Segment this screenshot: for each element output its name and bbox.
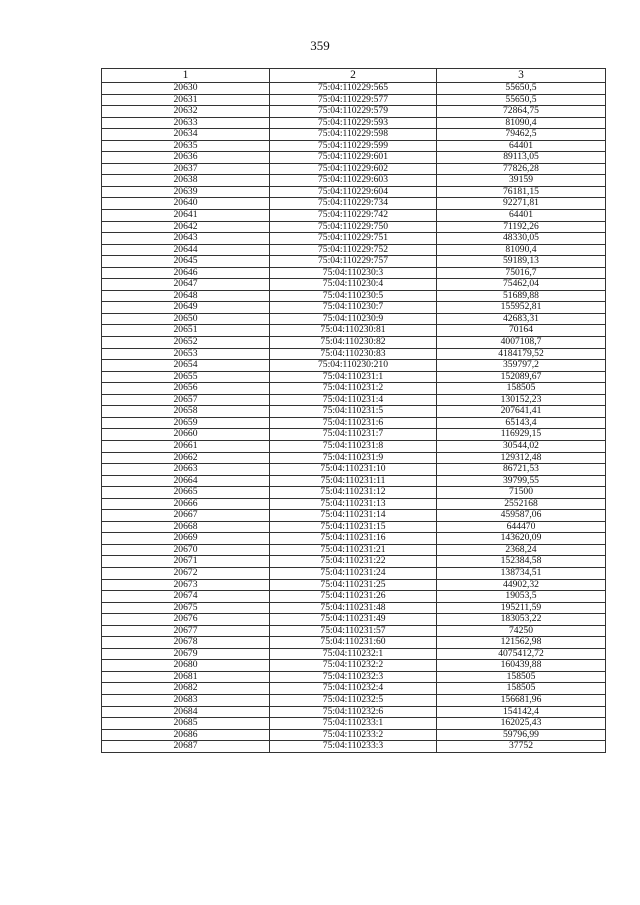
cadastral-number-cell: 75:04:110230:210 [270,360,437,372]
table-row [102,337,606,349]
cadastral-number-cell: 75:04:110232:3 [270,671,437,683]
value-cell: 195211,59 [437,602,606,614]
value-cell: 129312,48 [437,452,606,464]
row-number-cell: 20664 [102,475,270,487]
row-number-cell: 20658 [102,406,270,418]
data-table-container [101,68,605,753]
table-row [102,348,606,360]
row-number-cell: 20670 [102,544,270,556]
row-number-cell: 20663 [102,464,270,476]
value-cell: 130152,23 [437,394,606,406]
cadastral-number-cell: 75:04:110229:601 [270,152,437,164]
row-number-cell: 20643 [102,233,270,245]
value-cell: 75462,04 [437,279,606,291]
row-number-cell: 20630 [102,83,270,95]
value-cell: 39799,55 [437,475,606,487]
row-number-cell: 20683 [102,694,270,706]
table-row [102,83,606,95]
table-row [102,302,606,314]
row-number-cell: 20657 [102,394,270,406]
column-header-2: 2 [270,69,437,83]
row-number-cell: 20637 [102,163,270,175]
table-row [102,660,606,672]
table-row [102,475,606,487]
table-row [102,175,606,187]
table-row [102,579,606,591]
cadastral-number-cell: 75:04:110229:604 [270,186,437,198]
row-number-cell: 20659 [102,417,270,429]
row-number-cell: 20671 [102,556,270,568]
table-row [102,544,606,556]
cadastral-number-cell: 75:04:110231:60 [270,637,437,649]
table-row [102,683,606,695]
row-number-cell: 20632 [102,106,270,118]
value-cell: 59796,99 [437,729,606,741]
row-number-cell: 20673 [102,579,270,591]
cadastral-number-cell: 75:04:110229:751 [270,233,437,245]
row-number-cell: 20640 [102,198,270,210]
value-cell: 183053,22 [437,614,606,626]
table-row [102,625,606,637]
value-cell: 79462,5 [437,129,606,141]
value-cell: 155952,81 [437,302,606,314]
row-number-cell: 20655 [102,371,270,383]
cadastral-number-cell: 75:04:110231:25 [270,579,437,591]
value-cell: 86721,53 [437,464,606,476]
row-number-cell: 20660 [102,429,270,441]
table-row [102,152,606,164]
value-cell: 65143,4 [437,417,606,429]
table-row [102,394,606,406]
cadastral-number-cell: 75:04:110231:11 [270,475,437,487]
value-cell: 74250 [437,625,606,637]
row-number-cell: 20644 [102,244,270,256]
row-number-cell: 20678 [102,637,270,649]
cadastral-number-cell: 75:04:110231:5 [270,406,437,418]
value-cell: 77826,28 [437,163,606,175]
cadastral-number-cell: 75:04:110231:21 [270,544,437,556]
row-number-cell: 20677 [102,625,270,637]
value-cell: 64401 [437,210,606,222]
cadastral-number-cell: 75:04:110231:22 [270,556,437,568]
cadastral-number-cell: 75:04:110231:10 [270,464,437,476]
table-row [102,290,606,302]
header-row [102,69,606,83]
cadastral-number-cell: 75:04:110232:2 [270,660,437,672]
cadastral-number-cell: 75:04:110230:83 [270,348,437,360]
value-cell: 158505 [437,671,606,683]
data-table [101,68,606,753]
value-cell: 72864,75 [437,106,606,118]
row-number-cell: 20638 [102,175,270,187]
table-row [102,417,606,429]
row-number-cell: 20648 [102,290,270,302]
value-cell: 81090,4 [437,244,606,256]
table-row [102,452,606,464]
value-cell: 116929,15 [437,429,606,441]
row-number-cell: 20646 [102,267,270,279]
value-cell: 44902,32 [437,579,606,591]
cadastral-number-cell: 75:04:110231:6 [270,417,437,429]
row-number-cell: 20669 [102,533,270,545]
row-number-cell: 20680 [102,660,270,672]
row-number-cell: 20649 [102,302,270,314]
row-number-cell: 20654 [102,360,270,372]
cadastral-number-cell: 75:04:110231:14 [270,510,437,522]
table-row [102,267,606,279]
value-cell: 162025,43 [437,718,606,730]
cadastral-number-cell: 75:04:110233:2 [270,729,437,741]
table-row [102,106,606,118]
cadastral-number-cell: 75:04:110229:579 [270,106,437,118]
row-number-cell: 20675 [102,602,270,614]
table-row [102,198,606,210]
value-cell: 143620,09 [437,533,606,545]
value-cell: 71500 [437,487,606,499]
value-cell: 4007108,7 [437,337,606,349]
value-cell: 64401 [437,140,606,152]
row-number-cell: 20674 [102,591,270,603]
table-row [102,741,606,753]
value-cell: 71192,26 [437,221,606,233]
value-cell: 2368,24 [437,544,606,556]
table-body [102,83,606,753]
row-number-cell: 20676 [102,614,270,626]
value-cell: 48330,05 [437,233,606,245]
row-number-cell: 20653 [102,348,270,360]
table-row [102,602,606,614]
row-number-cell: 20639 [102,186,270,198]
table-row [102,637,606,649]
row-number-cell: 20635 [102,140,270,152]
cadastral-number-cell: 75:04:110229:599 [270,140,437,152]
table-row [102,567,606,579]
row-number-cell: 20672 [102,567,270,579]
row-number-cell: 20641 [102,210,270,222]
cadastral-number-cell: 75:04:110230:81 [270,325,437,337]
table-row [102,186,606,198]
row-number-cell: 20685 [102,718,270,730]
row-number-cell: 20634 [102,129,270,141]
value-cell: 154142,4 [437,706,606,718]
table-row [102,210,606,222]
table-row [102,464,606,476]
cadastral-number-cell: 75:04:110229:757 [270,256,437,268]
cadastral-number-cell: 75:04:110231:1 [270,371,437,383]
column-header-3: 3 [437,69,606,83]
cadastral-number-cell: 75:04:110232:4 [270,683,437,695]
value-cell: 138734,51 [437,567,606,579]
value-cell: 160439,88 [437,660,606,672]
row-number-cell: 20667 [102,510,270,522]
row-number-cell: 20647 [102,279,270,291]
cadastral-number-cell: 75:04:110231:7 [270,429,437,441]
value-cell: 92271,81 [437,198,606,210]
cadastral-number-cell: 75:04:110230:3 [270,267,437,279]
value-cell: 156681,96 [437,694,606,706]
page-number: 359 [310,38,330,53]
row-number-cell: 20662 [102,452,270,464]
table-row [102,163,606,175]
table-row [102,648,606,660]
table-row [102,614,606,626]
row-number-cell: 20650 [102,313,270,325]
table-row [102,233,606,245]
value-cell: 42683,31 [437,313,606,325]
value-cell: 75016,7 [437,267,606,279]
cadastral-number-cell: 75:04:110231:13 [270,498,437,510]
table-row [102,487,606,499]
cadastral-number-cell: 75:04:110232:1 [270,648,437,660]
column-header-1: 1 [102,69,270,83]
row-number-cell: 20661 [102,440,270,452]
value-cell: 70164 [437,325,606,337]
row-number-cell: 20642 [102,221,270,233]
table-row [102,221,606,233]
cadastral-number-cell: 75:04:110233:1 [270,718,437,730]
cadastral-number-cell: 75:04:110231:4 [270,394,437,406]
value-cell: 89113,05 [437,152,606,164]
value-cell: 2552168 [437,498,606,510]
cadastral-number-cell: 75:04:110232:5 [270,694,437,706]
table-row [102,244,606,256]
table-row [102,429,606,441]
value-cell: 30544,02 [437,440,606,452]
table-row [102,440,606,452]
cadastral-number-cell: 75:04:110230:5 [270,290,437,302]
value-cell: 158505 [437,683,606,695]
cadastral-number-cell: 75:04:110231:24 [270,567,437,579]
value-cell: 37752 [437,741,606,753]
table-row [102,360,606,372]
cadastral-number-cell: 75:04:110229:598 [270,129,437,141]
table-row [102,140,606,152]
table-row [102,498,606,510]
value-cell: 39159 [437,175,606,187]
table-row [102,533,606,545]
value-cell: 152089,67 [437,371,606,383]
cadastral-number-cell: 75:04:110229:734 [270,198,437,210]
cadastral-number-cell: 75:04:110229:593 [270,117,437,129]
cadastral-number-cell: 75:04:110229:752 [270,244,437,256]
cadastral-number-cell: 75:04:110231:26 [270,591,437,603]
row-number-cell: 20656 [102,383,270,395]
row-number-cell: 20679 [102,648,270,660]
cadastral-number-cell: 75:04:110231:48 [270,602,437,614]
value-cell: 55650,5 [437,83,606,95]
value-cell: 459587,06 [437,510,606,522]
table-row [102,556,606,568]
value-cell: 55650,5 [437,94,606,106]
row-number-cell: 20668 [102,521,270,533]
row-number-cell: 20633 [102,117,270,129]
table-row [102,256,606,268]
value-cell: 4075412,72 [437,648,606,660]
cadastral-number-cell: 75:04:110229:603 [270,175,437,187]
table-row [102,521,606,533]
cadastral-number-cell: 75:04:110231:15 [270,521,437,533]
table-row [102,279,606,291]
row-number-cell: 20686 [102,729,270,741]
cadastral-number-cell: 75:04:110231:16 [270,533,437,545]
cadastral-number-cell: 75:04:110233:3 [270,741,437,753]
row-number-cell: 20631 [102,94,270,106]
cadastral-number-cell: 75:04:110230:9 [270,313,437,325]
table-row [102,313,606,325]
value-cell: 158505 [437,383,606,395]
table-row [102,729,606,741]
value-cell: 81090,4 [437,117,606,129]
table-row [102,706,606,718]
table-row [102,718,606,730]
value-cell: 4184179,52 [437,348,606,360]
table-row [102,671,606,683]
cadastral-number-cell: 75:04:110229:565 [270,83,437,95]
cadastral-number-cell: 75:04:110229:602 [270,163,437,175]
row-number-cell: 20636 [102,152,270,164]
row-number-cell: 20682 [102,683,270,695]
value-cell: 19053,5 [437,591,606,603]
cadastral-number-cell: 75:04:110229:577 [270,94,437,106]
cadastral-number-cell: 75:04:110231:57 [270,625,437,637]
table-row [102,129,606,141]
table-row [102,406,606,418]
row-number-cell: 20687 [102,741,270,753]
table-row [102,325,606,337]
row-number-cell: 20681 [102,671,270,683]
cadastral-number-cell: 75:04:110231:2 [270,383,437,395]
row-number-cell: 20645 [102,256,270,268]
cadastral-number-cell: 75:04:110229:750 [270,221,437,233]
cadastral-number-cell: 75:04:110231:9 [270,452,437,464]
value-cell: 121562,98 [437,637,606,649]
cadastral-number-cell: 75:04:110229:742 [270,210,437,222]
row-number-cell: 20652 [102,337,270,349]
cadastral-number-cell: 75:04:110230:4 [270,279,437,291]
table-row [102,94,606,106]
row-number-cell: 20666 [102,498,270,510]
cadastral-number-cell: 75:04:110231:12 [270,487,437,499]
table-row [102,117,606,129]
cadastral-number-cell: 75:04:110232:6 [270,706,437,718]
value-cell: 359797,2 [437,360,606,372]
cadastral-number-cell: 75:04:110231:8 [270,440,437,452]
table-row [102,371,606,383]
value-cell: 152384,58 [437,556,606,568]
table-row [102,383,606,395]
value-cell: 59189,13 [437,256,606,268]
value-cell: 51689,88 [437,290,606,302]
value-cell: 76181,15 [437,186,606,198]
row-number-cell: 20651 [102,325,270,337]
value-cell: 207641,41 [437,406,606,418]
cadastral-number-cell: 75:04:110231:49 [270,614,437,626]
table-row [102,694,606,706]
cadastral-number-cell: 75:04:110230:7 [270,302,437,314]
table-row [102,591,606,603]
row-number-cell: 20684 [102,706,270,718]
table-row [102,510,606,522]
row-number-cell: 20665 [102,487,270,499]
cadastral-number-cell: 75:04:110230:82 [270,337,437,349]
table-header [102,69,606,83]
value-cell: 644470 [437,521,606,533]
